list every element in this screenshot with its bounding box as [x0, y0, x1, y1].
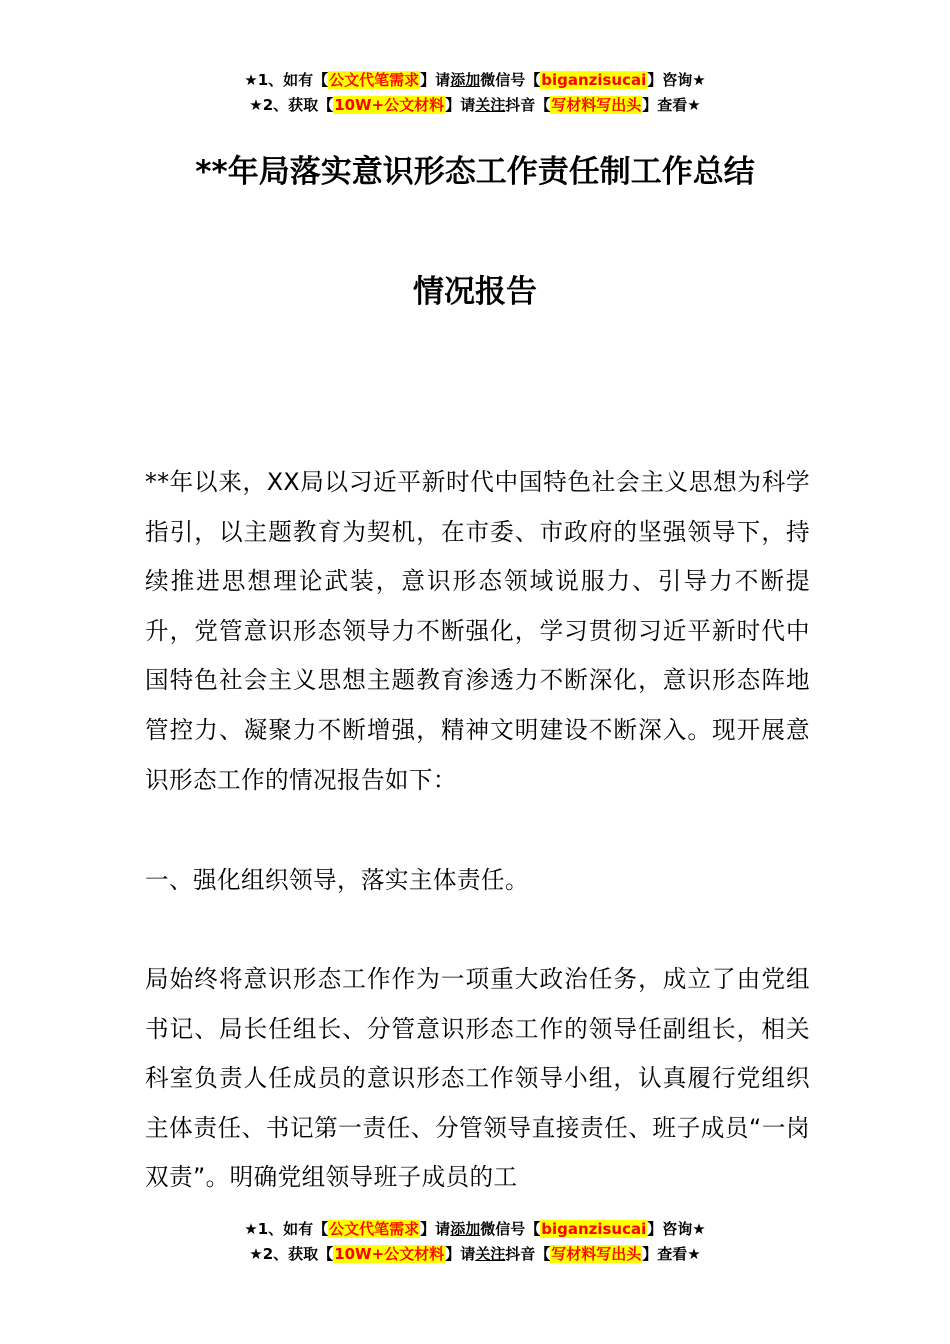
- banner-text: 】咨询★: [647, 71, 706, 89]
- footer-banner: [0, 1217, 950, 1267]
- banner-highlight: 公文代笔需求: [329, 71, 420, 89]
- banner-text: 】请: [420, 1220, 451, 1238]
- banner-line-2: [0, 1242, 950, 1267]
- banner-text: 抖音【: [505, 1245, 551, 1263]
- banner-highlight: biganzisucai: [541, 1220, 647, 1238]
- document-title-line-2: 情况报告: [413, 274, 537, 310]
- banner-highlight: 写材料写出头: [551, 1245, 642, 1263]
- header-banner: [0, 68, 950, 118]
- banner-underline: 关注: [475, 96, 506, 114]
- banner-line-1: [0, 1217, 950, 1242]
- banner-text: ★2、获取【: [249, 1245, 334, 1263]
- banner-text: 微信号【: [480, 71, 541, 89]
- banner-text: 微信号【: [480, 1220, 541, 1238]
- banner-text: 】查看★: [642, 96, 701, 114]
- banner-highlight: 10W+公文材料: [334, 1245, 445, 1263]
- banner-text: 】查看★: [642, 1245, 701, 1263]
- banner-text: 】请: [420, 71, 451, 89]
- banner-line-2: [0, 93, 950, 118]
- banner-highlight: 公文代笔需求: [329, 1220, 420, 1238]
- banner-underline: 添加: [450, 71, 481, 89]
- banner-text: 】咨询★: [647, 1220, 706, 1238]
- body-paragraph-2: 局始终将意识形态工作作为一项重大政治任务，成立了由党组书记、局长任组长、分管意识形态工作的领导任副组长，相关科室负责人任成员的意识形态工作领导小组，认真履行党组织主体责任、书记第一责任、分管领导直接责任、班子成员“一岗双责”。明确党组领导班子成员的工: [145, 965, 810, 1192]
- banner-highlight: 写材料写出头: [551, 96, 642, 114]
- banner-text: 】请: [445, 1245, 476, 1263]
- banner-highlight: 10W+公文材料: [334, 96, 445, 114]
- banner-text: ★2、获取【: [249, 96, 334, 114]
- body-paragraph-1: **年以来，XX局以习近平新时代中国特色社会主义思想为科学指引，以主题教育为契机，在市委、市政府的坚强领导下，持续推进思想理论武装，意识形态领域说服力、引导力不断提升，党管意识形态领导力不断强化，学习贯彻习近平新时代中国特色社会主义思想主题教育渗透力不断深化，意识形态阵地管控力、凝聚力不断增强，精神文明建设不断深入。现开展意识形态工作的情况报告如下：: [145, 468, 810, 794]
- document-title-line-1: **年局落实意识形态工作责任制工作总结: [195, 154, 755, 190]
- banner-text: ★1、如有【: [244, 1220, 329, 1238]
- banner-line-1: [0, 68, 950, 93]
- banner-text: 抖音【: [505, 96, 551, 114]
- banner-underline: 添加: [450, 1220, 481, 1238]
- section-heading-1: 一、强化组织领导，落实主体责任。: [145, 866, 529, 894]
- banner-underline: 关注: [475, 1245, 506, 1263]
- banner-text: 】请: [445, 96, 476, 114]
- banner-highlight: biganzisucai: [541, 71, 647, 89]
- banner-text: ★1、如有【: [244, 71, 329, 89]
